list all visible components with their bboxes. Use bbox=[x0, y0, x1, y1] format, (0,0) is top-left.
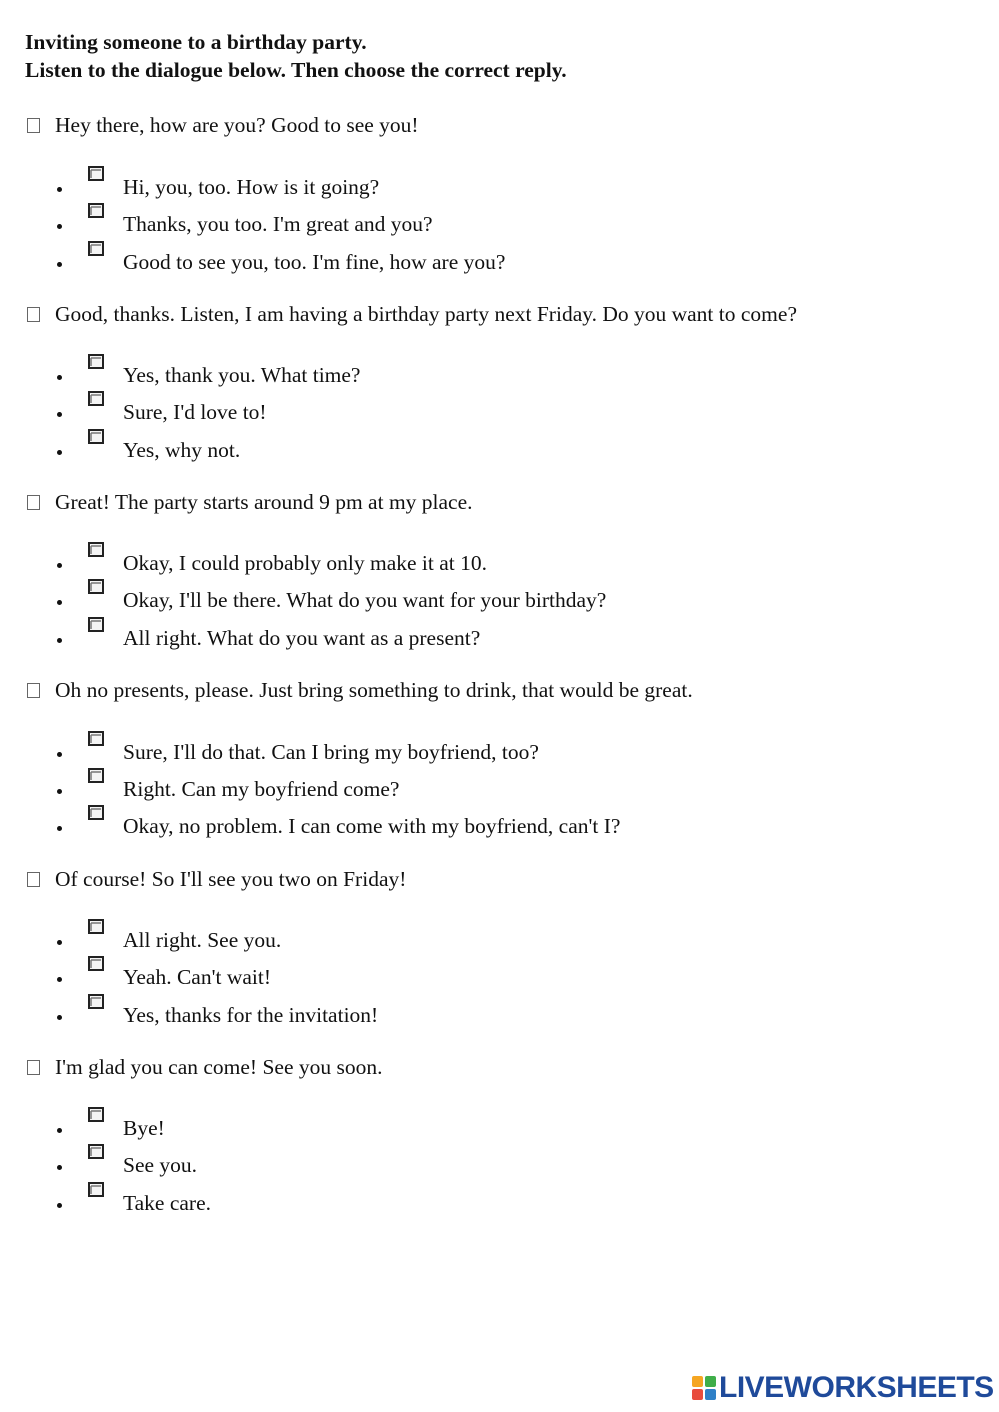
liveworksheets-logo-icon bbox=[692, 1376, 716, 1400]
checkbox-icon[interactable] bbox=[88, 1107, 104, 1122]
option-text: Take care. bbox=[123, 1191, 212, 1215]
option-text: Right. Can my boyfriend come? bbox=[123, 777, 400, 801]
bullet-icon bbox=[57, 375, 62, 380]
question-text: Good, thanks. Listen, I am having a birthday party next Friday. Do you want to come? bbox=[55, 302, 797, 326]
question-prompt bbox=[27, 112, 419, 138]
checkbox-icon[interactable] bbox=[88, 166, 104, 181]
worksheet-title bbox=[25, 28, 567, 84]
bullet-icon bbox=[57, 1128, 62, 1133]
option-text: Sure, I'll do that. Can I bring my boyfriend, too? bbox=[123, 740, 539, 764]
question-prompt bbox=[27, 489, 473, 515]
bullet-icon bbox=[57, 1165, 62, 1170]
checkbox-icon[interactable] bbox=[88, 203, 104, 218]
checkbox-icon[interactable] bbox=[88, 617, 104, 632]
option-text: All right. What do you want as a present? bbox=[123, 626, 481, 650]
question-box-icon bbox=[27, 307, 40, 322]
checkbox-icon[interactable] bbox=[88, 731, 104, 746]
checkbox-icon[interactable] bbox=[88, 1182, 104, 1197]
option-text: Bye! bbox=[123, 1116, 165, 1140]
option-text: Good to see you, too. I'm fine, how are you? bbox=[123, 250, 506, 274]
question-box-icon bbox=[27, 495, 40, 510]
bullet-icon bbox=[57, 789, 62, 794]
bullet-icon bbox=[57, 262, 62, 267]
bullet-icon bbox=[57, 638, 62, 643]
bullet-icon bbox=[57, 826, 62, 831]
option-text: Yes, thank you. What time? bbox=[123, 363, 361, 387]
checkbox-icon[interactable] bbox=[88, 956, 104, 971]
bullet-icon bbox=[57, 187, 62, 192]
checkbox-icon[interactable] bbox=[88, 354, 104, 369]
checkbox-icon[interactable] bbox=[88, 241, 104, 256]
question-text: I'm glad you can come! See you soon. bbox=[55, 1055, 383, 1079]
option-text: See you. bbox=[123, 1153, 198, 1177]
bullet-icon bbox=[57, 977, 62, 982]
bullet-icon bbox=[57, 563, 62, 568]
bullet-icon bbox=[57, 940, 62, 945]
checkbox-icon[interactable] bbox=[88, 429, 104, 444]
option-text: Okay, I'll be there. What do you want for your birthday? bbox=[123, 588, 607, 612]
bullet-icon bbox=[57, 600, 62, 605]
bullet-icon bbox=[57, 1015, 62, 1020]
title-line-1: Inviting someone to a birthday party. bbox=[25, 30, 367, 54]
option-text: Thanks, you too. I'm great and you? bbox=[123, 212, 433, 236]
checkbox-icon[interactable] bbox=[88, 391, 104, 406]
question-text: Hey there, how are you? Good to see you! bbox=[55, 113, 419, 137]
title-line-2: Listen to the dialogue below. Then choose the correct reply. bbox=[25, 58, 567, 82]
checkbox-icon[interactable] bbox=[88, 1144, 104, 1159]
option-text: Hi, you, too. How is it going? bbox=[123, 175, 380, 199]
checkbox-icon[interactable] bbox=[88, 579, 104, 594]
logo-text: LIVEWORKSHEETS bbox=[719, 1371, 994, 1404]
checkbox-icon[interactable] bbox=[88, 805, 104, 820]
checkbox-icon[interactable] bbox=[88, 994, 104, 1009]
bullet-icon bbox=[57, 752, 62, 757]
checkbox-icon[interactable] bbox=[88, 919, 104, 934]
question-box-icon bbox=[27, 872, 40, 887]
bullet-icon bbox=[57, 412, 62, 417]
bullet-icon bbox=[57, 224, 62, 229]
question-box-icon bbox=[27, 1060, 40, 1075]
option-text: Yes, why not. bbox=[123, 438, 241, 462]
question-prompt bbox=[27, 677, 693, 703]
question-text: Oh no presents, please. Just bring something to drink, that would be great. bbox=[55, 678, 693, 702]
bullet-icon bbox=[57, 1203, 62, 1208]
question-box-icon bbox=[27, 683, 40, 698]
question-prompt bbox=[27, 1054, 383, 1080]
option-text: Okay, I could probably only make it at 10. bbox=[123, 551, 488, 575]
question-prompt bbox=[27, 301, 797, 327]
option-text: Yeah. Can't wait! bbox=[123, 965, 271, 989]
option-text: All right. See you. bbox=[123, 928, 282, 952]
question-box-icon bbox=[27, 118, 40, 133]
checkbox-icon[interactable] bbox=[88, 768, 104, 783]
checkbox-icon[interactable] bbox=[88, 542, 104, 557]
option-text: Okay, no problem. I can come with my boyfriend, can't I? bbox=[123, 814, 621, 838]
question-text: Great! The party starts around 9 pm at my place. bbox=[55, 490, 473, 514]
liveworksheets-logo bbox=[692, 1371, 994, 1405]
option-text: Yes, thanks for the invitation! bbox=[123, 1003, 379, 1027]
question-prompt bbox=[27, 866, 406, 892]
option-text: Sure, I'd love to! bbox=[123, 400, 267, 424]
question-text: Of course! So I'll see you two on Friday! bbox=[55, 867, 407, 891]
bullet-icon bbox=[57, 450, 62, 455]
